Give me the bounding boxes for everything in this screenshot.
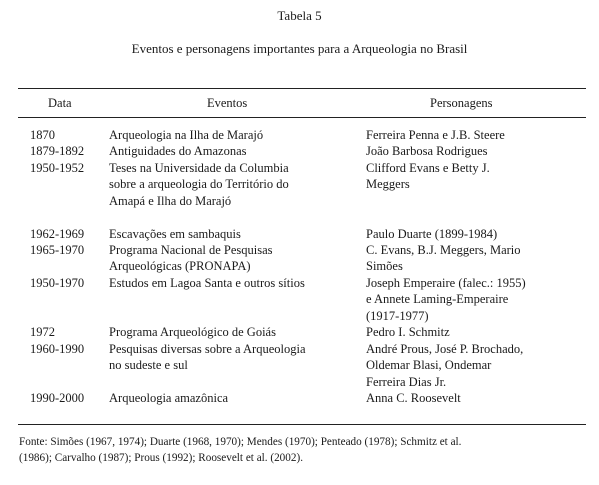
- cell-personagens: [366, 275, 588, 324]
- cell-eventos: [109, 242, 357, 275]
- cell-personagens-line: Simões: [366, 259, 403, 274]
- cell-personagens-line: Pedro I. Schmitz: [366, 325, 450, 339]
- table-bottom-rule: [18, 424, 586, 425]
- cell-data: 1879-1892: [30, 144, 85, 158]
- cell-eventos-line: Programa Arqueológico de Goiás: [109, 325, 276, 339]
- cell-personagens-line: Paulo Duarte (1899-1984): [366, 227, 498, 241]
- cell-personagens-line: Clifford Evans e Betty J.: [366, 161, 490, 175]
- cell-personagens-line: C. Evans, B.J. Meggers, Mario: [366, 243, 521, 257]
- cell-data: 1870: [30, 128, 55, 142]
- cell-eventos-line: Teses na Universidade da Columbia: [109, 161, 289, 175]
- table-header-rule: [18, 117, 586, 118]
- cell-personagens-line: (1917-1977): [366, 308, 429, 323]
- cell-eventos: [109, 143, 357, 159]
- cell-personagens: [366, 127, 588, 143]
- cell-eventos: [109, 160, 357, 209]
- cell-personagens: [366, 242, 588, 275]
- cell-personagens: [366, 226, 588, 242]
- cell-data: 1950-1970: [30, 276, 85, 290]
- header-personagens: Personagens: [430, 96, 493, 110]
- cell-personagens: [366, 143, 588, 159]
- header-data: Data: [48, 96, 72, 110]
- cell-personagens-line: André Prous, José P. Brochado,: [366, 342, 524, 356]
- cell-personagens: [366, 341, 588, 390]
- cell-eventos: [109, 390, 357, 406]
- cell-personagens: [366, 390, 588, 406]
- cell-eventos-line: Estudos em Lagoa Santa e outros sítios: [109, 276, 305, 290]
- cell-personagens-line: e Annete Laming-Emperaire: [366, 292, 509, 307]
- cell-personagens-line: Ferreira Penna e J.B. Steere: [366, 128, 505, 142]
- cell-personagens-line: Anna C. Roosevelt: [366, 391, 461, 405]
- cell-eventos: [109, 324, 357, 340]
- cell-eventos: [109, 127, 357, 143]
- cell-eventos: [109, 275, 357, 291]
- source-line: Fonte: Simões (1967, 1974); Duarte (1968, 1970); Mendes (1970); Penteado (1978); Schmitz et al.: [19, 436, 462, 448]
- cell-eventos: [109, 226, 357, 242]
- cell-personagens-line: Meggers: [366, 177, 410, 192]
- cell-data: 1960-1990: [30, 342, 85, 356]
- table-title: Eventos e personagens importantes para a Arqueologia no Brasil: [131, 41, 468, 56]
- cell-data: 1965-1970: [30, 243, 85, 257]
- cell-data: 1990-2000: [30, 391, 85, 405]
- cell-personagens-line: Oldemar Blasi, Ondemar: [366, 358, 492, 373]
- source-note: [19, 435, 587, 466]
- cell-eventos-line: Amapá e Ilha do Marajó: [109, 193, 232, 208]
- cell-eventos-line: Arqueologia na Ilha de Marajó: [109, 128, 264, 142]
- cell-eventos-line: Programa Nacional de Pesquisas: [109, 243, 273, 257]
- cell-personagens: [366, 160, 588, 193]
- cell-eventos-line: Arqueológicas (PRONAPA): [109, 259, 251, 274]
- table-label: Tabela 5: [277, 8, 322, 23]
- header-eventos: Eventos: [207, 96, 248, 110]
- cell-eventos-line: Antiguidades do Amazonas: [109, 144, 247, 158]
- cell-eventos-line: Escavações em sambaquis: [109, 227, 241, 241]
- cell-data: 1962-1969: [30, 227, 85, 241]
- cell-eventos-line: Pesquisas diversas sobre a Arqueologia: [109, 342, 306, 356]
- cell-data: 1972: [30, 325, 55, 339]
- table-top-rule: [18, 88, 586, 89]
- cell-eventos: [109, 341, 357, 374]
- cell-personagens: [366, 324, 588, 340]
- source-line: (1986); Carvalho (1987); Prous (1992); Roosevelt et al. (2002).: [19, 451, 303, 464]
- cell-eventos-line: Arqueologia amazônica: [109, 391, 229, 405]
- cell-data: 1950-1952: [30, 161, 85, 175]
- cell-personagens-line: Joseph Emperaire (falec.: 1955): [366, 276, 526, 290]
- cell-personagens-line: João Barbosa Rodrigues: [366, 144, 488, 158]
- cell-personagens-line: Ferreira Dias Jr.: [366, 374, 447, 389]
- cell-eventos-line: no sudeste e sul: [109, 358, 188, 373]
- cell-eventos-line: sobre a arqueologia do Território do: [109, 177, 289, 192]
